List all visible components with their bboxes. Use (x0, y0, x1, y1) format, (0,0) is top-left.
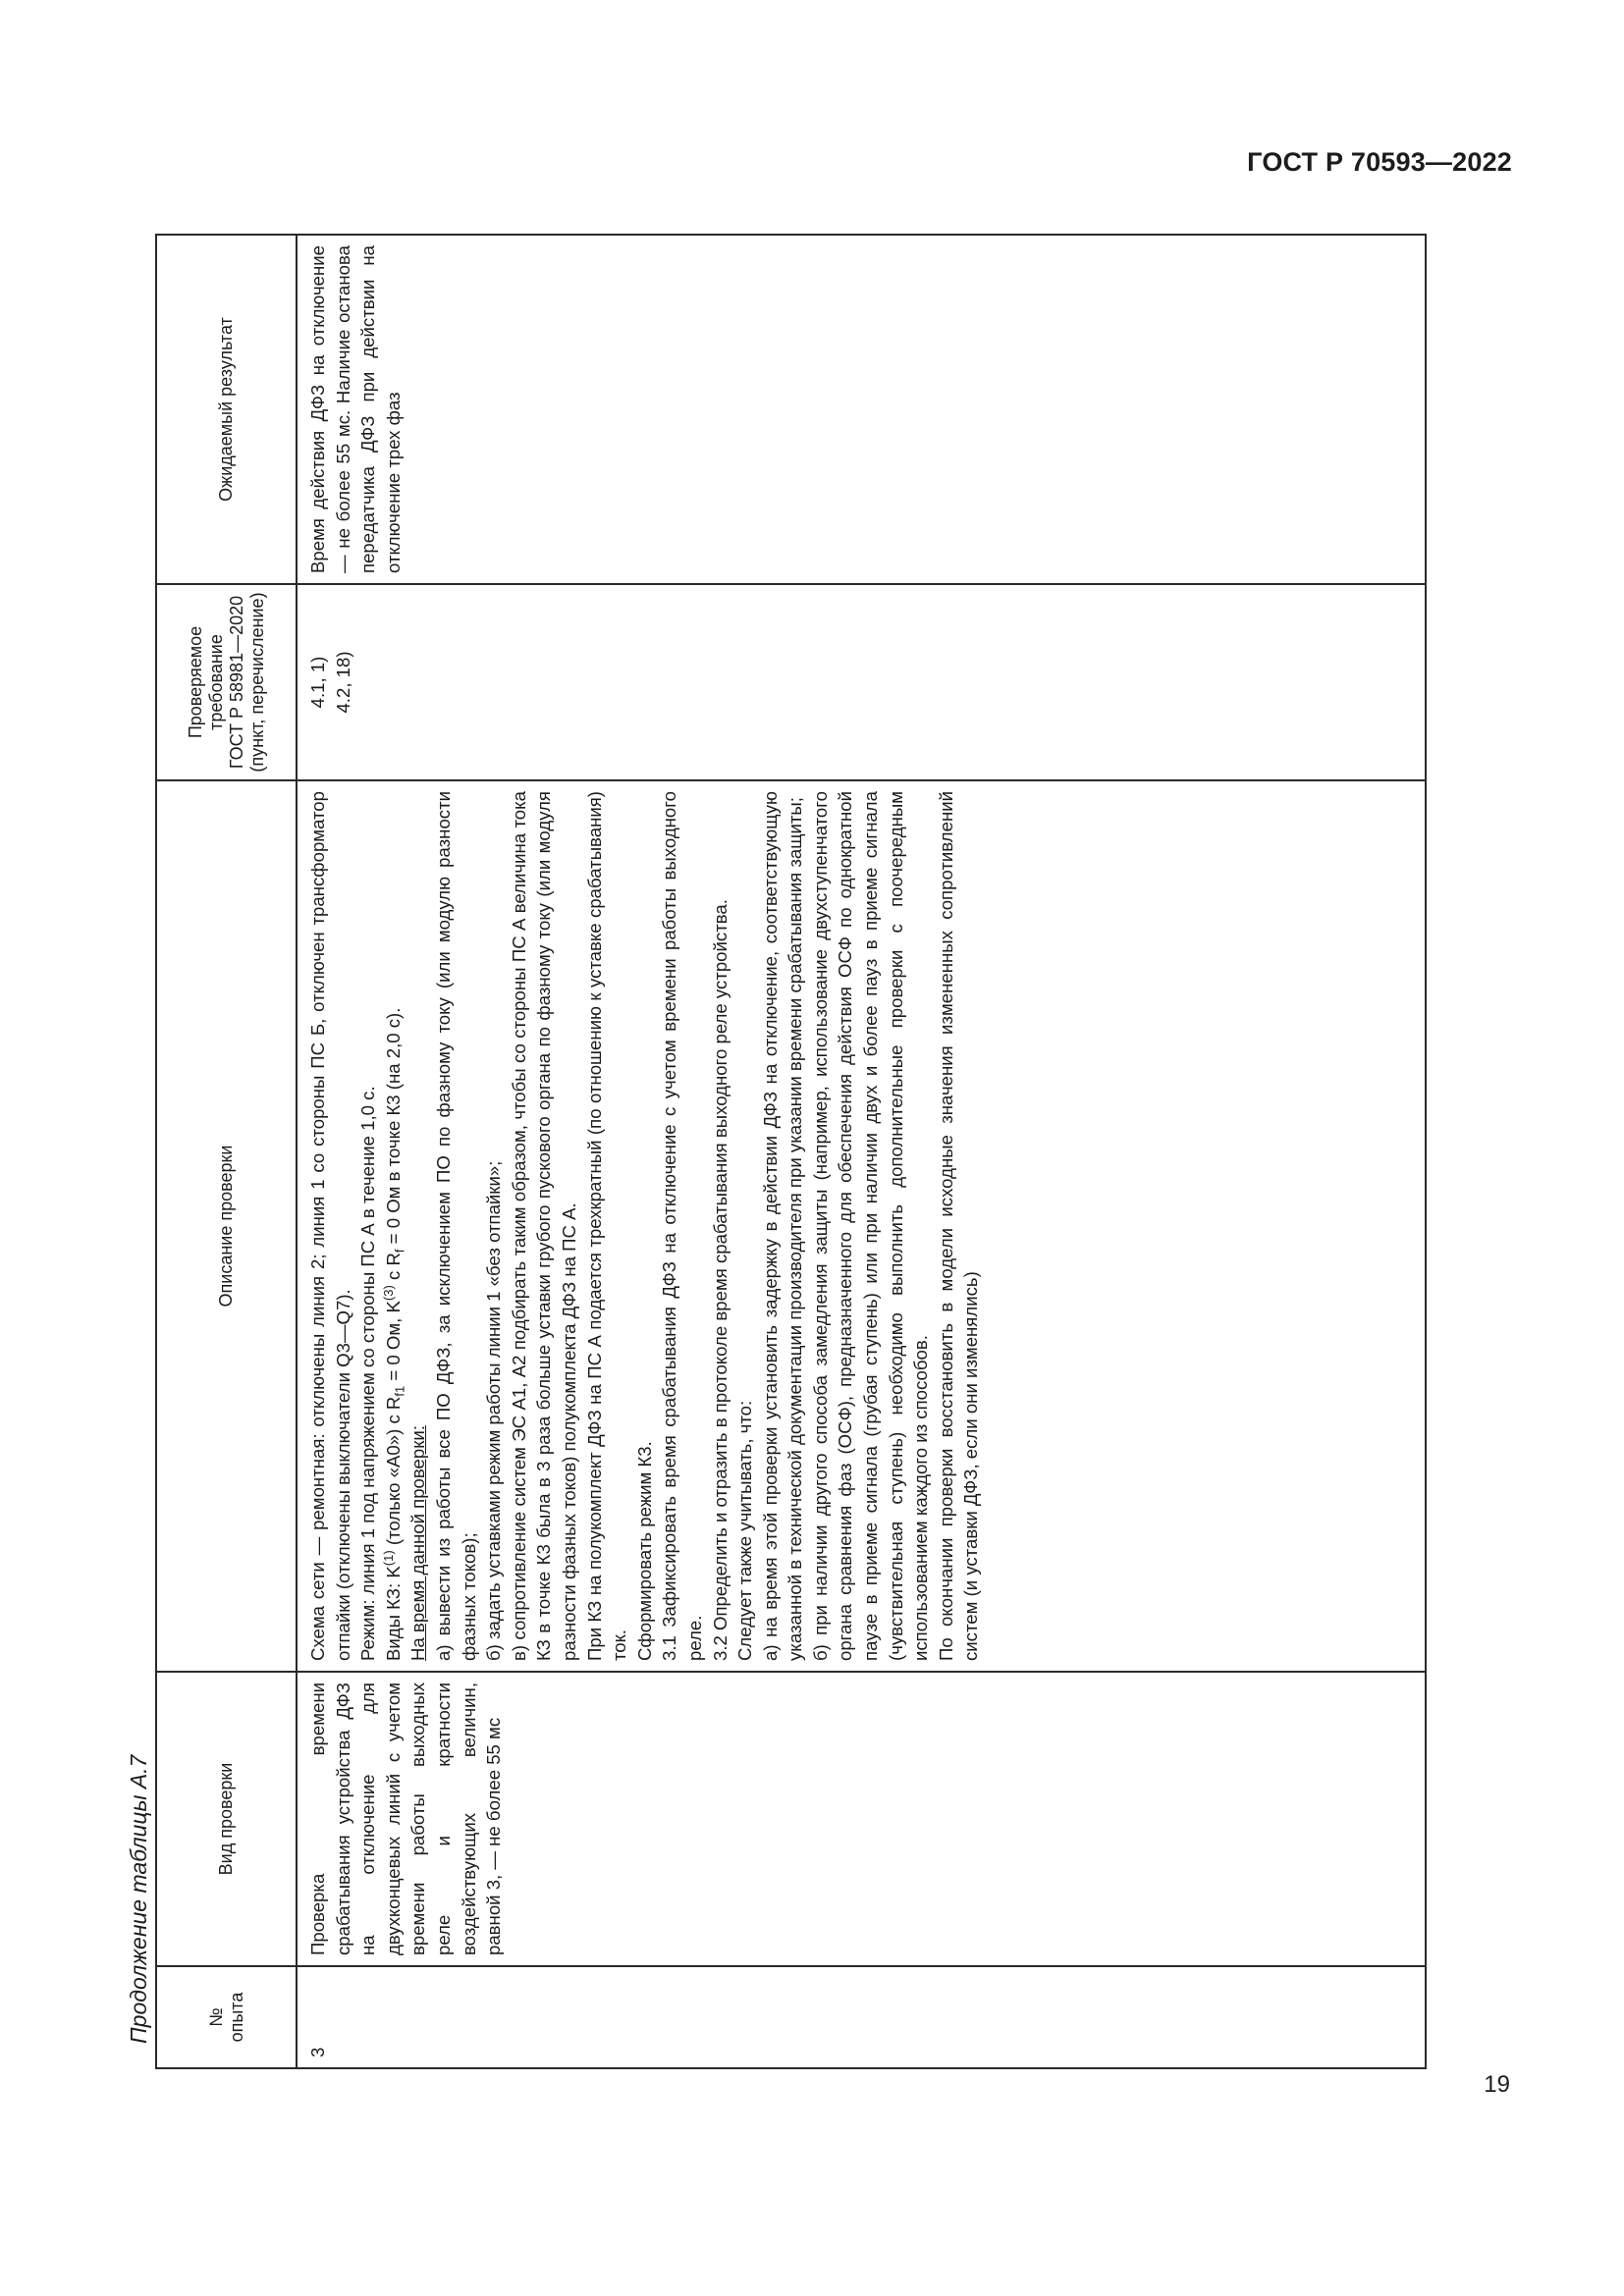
fault-text-e: = 0 Ом в точке К3 (на 2,0 с). (382, 1007, 404, 1250)
rotated-table-area (104, 236, 1439, 2069)
table-caption: Продолжение таблицы А.7 (126, 1754, 151, 2044)
header-requirement-line2: требование (205, 634, 226, 730)
desc-mode: Режим: линия 1 под напряжением со стороны ПС А в течение 1,0 с. (357, 1086, 379, 1661)
requirement-line1: 4.1, 1) (307, 656, 328, 709)
fault-text-a: Виды КЗ: K (382, 1566, 404, 1661)
desc-restore: По окончании проверки восстановить в модели исходные значения измененных сопротивлений систем (и уставки ДФЗ, если они изменялись) (935, 791, 982, 1661)
desc-note-heading: Следует также учитывать, что: (734, 1400, 756, 1661)
header-number (156, 1966, 297, 2068)
desc-note-a: а) на время этой проверки установить задержку в действии ДФЗ на отключение, соответствующую указанной в технической документации производителя при указании времени срабатывания защиты; (759, 791, 806, 1661)
table-header-row (156, 235, 297, 2068)
fault-sup-1: (1) (380, 1550, 396, 1567)
cell-kind (297, 1672, 1426, 1966)
header-number-line1: № (205, 2007, 226, 2027)
kind-text: Проверка времени срабатывания устройства ДФЗ на отключение для двухконцевых линий с учетом времени работы выходных реле и кратности воздействующих величин, равной 3, — не более 55 мс (307, 1682, 505, 1955)
test-table (155, 234, 1427, 2069)
desc-item-c: в) сопротивление систем ЭС А1, А2 подбирать таким образом, чтобы со стороны ПС А величина тока КЗ в точке К3 была в 3 раза больше уставки грубого пускового органа по фазному току (или модуля разности фазных токов) полукомплекта ДФЗ на ПС А. (508, 791, 579, 1661)
requirement-line2: 4.2, 18) (332, 651, 353, 714)
desc-step-3-1: 3.1 Зафиксировать время срабатывания ДФЗ на отключение с учетом времени работы выходного реле. (659, 791, 705, 1661)
desc-note-b: б) при наличии другого способа замедления защиты (например, использование двухступенчатого органа сравнения фаз (ОСФ), предназначенного для обеспечения действия ОСФ по однократной паузе в приеме сигнала (грубая ступень) или при наличии двух и более пауз в приеме сигнала (чувствительная ступень) необходимо выполнить дополнительные проверки с поочередным использованием каждого из способов. (809, 791, 932, 1661)
desc-step-3-2: 3.2 Определить и отразить в протоколе время срабатывания выходного реле устройства. (709, 899, 731, 1661)
result-text: Время действия ДФЗ на отключение — не более 55 мс. Наличие останова передатчика ДФЗ при действии на отключение трех фаз (307, 245, 404, 573)
desc-fault-current: При КЗ на полукомплект ДФЗ на ПС А подается трехкратный (по отношению к уставке срабатывания) ток. (583, 791, 630, 1661)
cell-description (297, 780, 1426, 1672)
header-requirement (156, 584, 297, 780)
cell-number: 3 (297, 1966, 1426, 2068)
header-requirement-line3: ГОСТ Р 58981—2020 (226, 595, 246, 770)
desc-item-b: б) задать уставками режим работы линии 1 «без отпайки»; (483, 1160, 505, 1661)
desc-during-test-heading: На время данной проверки: (407, 1425, 429, 1661)
header-number-line2: опыта (226, 1992, 246, 2043)
desc-fault-types (381, 791, 406, 1661)
fault-text-d: с R (382, 1253, 404, 1286)
fault-sup-3: (3) (380, 1285, 396, 1302)
cell-result (297, 235, 1426, 584)
header-result: Ожидаемый результат (156, 235, 297, 584)
table-row (297, 235, 1426, 2068)
desc-scheme: Схема сети — ремонтная: отключены линия 2; линия 1 со стороны ПС Б, отключен трансформатор отпайки (отключены выключатели Q3—Q7). (307, 791, 353, 1661)
desc-form-mode: Сформировать режим К3. (633, 1441, 655, 1661)
fault-text-b: (только «A0») с R (382, 1396, 404, 1551)
fault-text-c: = 0 Ом, K (382, 1301, 404, 1386)
fault-sub-2: f (392, 1249, 407, 1254)
header-requirement-line1: Проверяемое (185, 625, 205, 739)
header-kind: Вид проверки (156, 1672, 297, 1966)
cell-requirement (297, 584, 1426, 780)
fault-sub-1: f1 (392, 1385, 407, 1397)
header-description: Описание проверки (156, 780, 297, 1672)
header-requirement-line4: (пункт, перечисление) (246, 592, 267, 773)
desc-item-a: а) вывести из работы все ПО ДФЗ, за исключением ПО по фазному току (или модулю разности фазных токов); (432, 791, 479, 1661)
standard-designation: ГОСТ Р 70593—2022 (1247, 147, 1512, 177)
page-number: 19 (1484, 2071, 1510, 2098)
